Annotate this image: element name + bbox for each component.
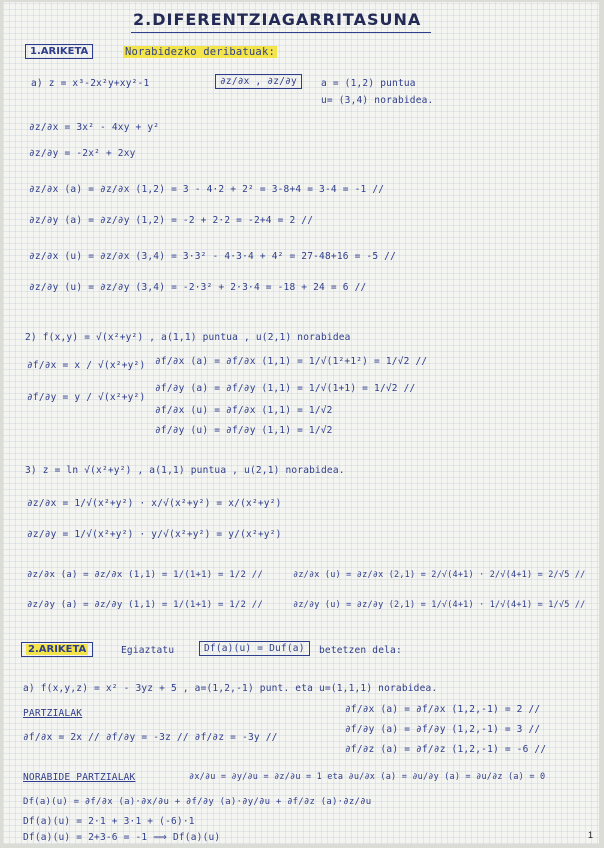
page-title: 2.DIFERENTZIAGARRITASUNA [133,10,422,29]
p2-partial: ∂f/∂x = x / √(x²+y²) [27,360,146,371]
p3-partial: ∂z/∂y = 1/√(x²+y²) · y/√(x²+y²) = y/(x²+y²) [27,529,282,540]
p2-eval: ∂f/∂x (a) = ∂f/∂x (1,1) = 1/√(1²+1²) = 1/√2 // [155,356,428,367]
section2-tail: betetzen dela: [319,645,402,656]
s2-dir-line: ∂x/∂u = ∂y/∂u = ∂z/∂u = 1 eta ∂u/∂x (a) = ∂u/∂y (a) = ∂u/∂z (a) = 0 [189,772,546,782]
s2-eval: ∂f/∂z (a) = ∂f/∂z (1,2,-1) = -6 // [345,744,547,755]
s2-final: Df(a)(u) = ∂f/∂x (a)·∂x/∂u + ∂f/∂y (a)·∂y/∂u + ∂f/∂z (a)·∂z/∂u [23,797,372,807]
title-underline [131,32,431,33]
notebook-page [3,2,599,844]
p1-line: ∂z/∂x (a) = ∂z/∂x (1,2) = 3 - 4·2 + 2² = 3-8+4 = 3-4 = -1 // [29,184,385,195]
p1-boxed-partials: ∂z/∂x , ∂z/∂y [215,74,302,89]
s2-function: a) f(x,y,z) = x² - 3yz + 5 , a=(1,2,-1) punt. eta u=(1,1,1) norabidea. [23,683,438,694]
s2-eval: ∂f/∂y (a) = ∂f/∂y (1,2,-1) = 3 // [345,724,541,735]
p1-direction: u= (3,4) norabidea. [321,95,434,106]
s2-partials: ∂f/∂x = 2x // ∂f/∂y = -3z // ∂f/∂z = -3y // [23,732,278,743]
p2-partial: ∂f/∂y = y / √(x²+y²) [27,392,146,403]
p2-eval: ∂f/∂x (u) = ∂f/∂x (1,1) = 1/√2 [155,405,333,416]
p1-line: ∂z/∂y = -2x² + 2xy [29,148,136,159]
section2-intro: Egiaztatu [121,645,175,656]
s2-final: Df(a)(u) = 2·1 + 3·1 + (-6)·1 [23,816,195,827]
s2-dir-title: NORABIDE PARTZIALAK [23,772,136,783]
s2-eval: ∂f/∂x (a) = ∂f/∂x (1,2,-1) = 2 // [345,704,541,715]
p3-partial: ∂z/∂x = 1/√(x²+y²) · x/√(x²+y²) = x/(x²+y²) [27,498,282,509]
p1-line: ∂z/∂x = 3x² - 4xy + y² [29,122,160,133]
section2-formula: Df(a)(u) = Duf(a) [199,641,310,656]
p1-line: ∂z/∂x (u) = ∂z/∂x (3,4) = 3·3² - 4·3·4 + 4² = 27-48+16 = -5 // [29,251,397,262]
p1-function: a) z = x³-2x²y+xy²-1 [31,78,150,89]
p3-eval-a: ∂z/∂y (a) = ∂z/∂y (1,1) = 1/(1+1) = 1/2 // [27,600,263,610]
p3-eval-u: ∂z/∂x (u) = ∂z/∂x (2,1) = 2/√(4+1) · 2/√(4+1) = 2/√5 // [293,570,586,580]
p2-eval: ∂f/∂y (u) = ∂f/∂y (1,1) = 1/√2 [155,425,333,436]
p1-line: ∂z/∂y (u) = ∂z/∂y (3,4) = -2·3² + 2·3·4 = -18 + 24 = 6 // [29,282,367,293]
p2-function: 2) f(x,y) = √(x²+y²) , a(1,1) puntua , u(2,1) norabidea [25,332,351,343]
p3-function: 3) z = ln √(x²+y²) , a(1,1) puntua , u(2,1) norabidea. [25,465,345,476]
p1-line: ∂z/∂y (a) = ∂z/∂y (1,2) = -2 + 2·2 = -2+4 = 2 // [29,215,314,226]
p1-point: a = (1,2) puntua [321,78,416,89]
p3-eval-u: ∂z/∂y (u) = ∂z/∂y (2,1) = 1/√(4+1) · 1/√(4+1) = 1/√5 // [293,600,586,610]
section1-label: 1.ARIKETA [25,44,93,59]
s2-partials-title: PARTZIALAK [23,708,83,719]
p2-eval: ∂f/∂y (a) = ∂f/∂y (1,1) = 1/√(1+1) = 1/√2 // [155,383,416,394]
p3-eval-a: ∂z/∂x (a) = ∂z/∂x (1,1) = 1/(1+1) = 1/2 // [27,570,263,580]
s2-final: Df(a)(u) = 2+3-6 = -1 ⟹ Df(a)(u) [23,832,221,843]
section1-heading: Norabidezko deribatuak: [125,46,275,58]
page-number: 1 [587,830,593,840]
section2-label: 2.ARIKETA [21,642,93,657]
